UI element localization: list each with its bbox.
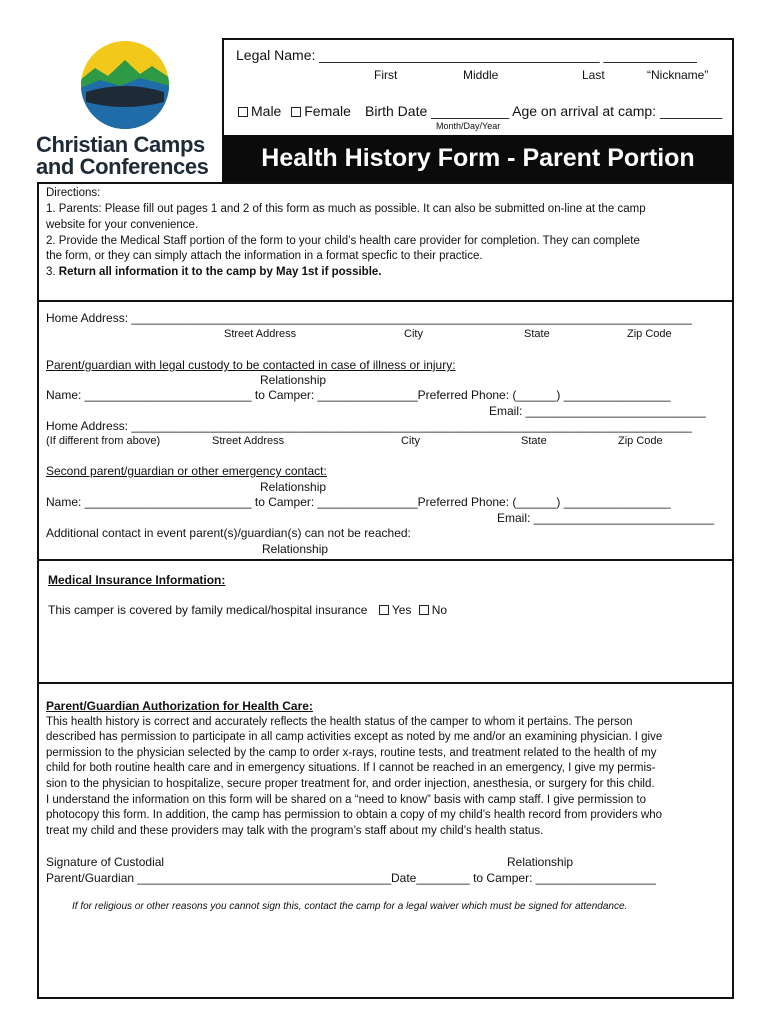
directions-line-1: 1. Parents: Please fill out pages 1 and 2 of this form as much as possible. It can also be submitted on-line at the camp [46,203,646,215]
nickname-label: “Nickname” [647,68,709,82]
zip-label-2: Zip Code [618,435,663,447]
insurance-heading: Medical Insurance Information: [48,573,226,587]
directions-heading-text: Directions [46,187,98,199]
authorization-line: described has permission to participate in all camp activities except as noted by me and/or an examining physician. I give [46,731,663,743]
relationship-label-1: Relationship [260,373,327,387]
if-different-label: (If different from above) [46,435,161,447]
signature-relationship-label: Relationship [507,855,574,869]
brand-name-line2: and Conferences [36,154,209,179]
directions-line-3: 2. Provide the Medical Staff portion of the form to your child’s health care provider for completion. They can complete [46,235,640,247]
last-label: Last [582,68,605,82]
male-label: Male [251,103,282,119]
authorization-line: photocopy this form. In addition, the camp has permission to obtain a copy of my child’s health record from providers who [46,809,662,821]
camp-logo-icon [80,40,170,130]
authorization-line: sion to the physician to hospitalize, secure proper treatment for, and order injection, anesthesia, or surgery for this child. [46,778,655,790]
male-checkbox[interactable] [238,107,248,117]
second-email-field[interactable]: Email: ___________________________ [497,511,714,525]
insurance-yes-checkbox[interactable] [379,605,389,615]
insurance-question [48,603,447,618]
authorization-line: treat my child and these providers may talk with the program’s staff about my child’s health status. [46,825,544,837]
insurance-covered-label: This camper is covered by family medical/hospital insurance [48,603,368,617]
insurance-no-label: No [431,603,448,617]
home-address-field-2[interactable]: Home Address: ____________________________________________________________________________________ [46,419,692,433]
guardian-heading: Parent/guardian with legal custody to be contacted in case of illness or injury: [46,358,456,372]
state-label: State [524,328,550,340]
directions-line-5 [46,265,726,281]
guardian-name-field[interactable]: Name: _________________________ to Camper: _______________Preferred Phone: (______) ________________ [46,388,671,402]
insurance-yes-label: Yes [391,603,412,617]
second-name-field[interactable]: Name: _________________________ to Camper: _______________Preferred Phone: (______) ________________ [46,495,671,509]
relationship-label-3: Relationship [262,542,329,556]
relationship-label-2: Relationship [260,480,327,494]
city-label-2: City [401,435,420,447]
authorization-line: permission to the physician selected by the camp to order x-rays, routine tests, and treatment related to the health of my [46,747,657,759]
signature-label: Signature of Custodial [46,855,165,869]
authorization-line: I understand the information on this form will be shared on a “need to know” basis with camp staff. I give permission to [46,794,647,806]
female-label: Female [304,103,351,119]
authorization-heading: Parent/Guardian Authorization for Health Care: [46,699,313,713]
street-label: Street Address [224,328,297,340]
state-label-2: State [521,435,547,447]
date-format-label: Month/Day/Year [436,121,501,131]
second-contact-heading: Second parent/guardian or other emergency contact: [46,464,327,478]
directions-line-4: the form, or they can simply attach the information in a format specfic to their practice. [46,250,483,262]
street-label-2: Street Address [212,435,285,447]
home-address-field[interactable]: Home Address: ____________________________________________________________________________________ [46,311,692,325]
additional-contact-label: Additional contact in event parent(s)/guardian(s) can not be reached: [46,526,411,540]
birth-date-age-field[interactable]: Birth Date __________ Age on arrival at camp: ________ [365,103,723,119]
legal-name-field[interactable]: Legal Name: ____________________________________ ____________ [236,47,697,63]
female-checkbox[interactable] [291,107,301,117]
directions-line-5-bold: Return all information it to the camp by May 1st if possible. [58,266,382,278]
guardian-email-field[interactable]: Email: ___________________________ [489,404,706,418]
directions-line-5-prefix: 3. [46,266,59,278]
gender-options [238,103,351,120]
directions-line-2: website for your convenience. [46,219,199,231]
insurance-no-checkbox[interactable] [419,605,429,615]
page-title: Health History Form - Parent Portion [222,135,734,182]
authorization-line: child for both routine health care and in emergency situations. If I cannot be reached in an emergency, I give my permis- [46,762,656,774]
waiver-note: If for religious or other reasons you cannot sign this, contact the camp for a legal waiver which must be signed for attendance. [72,901,628,912]
directions-heading [46,186,726,202]
first-label: First [374,68,398,82]
zip-label: Zip Code [627,328,672,340]
brand-name-line1: Christian Camps [36,132,205,157]
middle-label: Middle [463,68,499,82]
city-label: City [404,328,423,340]
directions-heading-colon: : [97,187,101,199]
authorization-line: This health history is correct and accurately reflects the health status of the camper to whom it pertains. The person [46,716,633,728]
signature-field[interactable]: Parent/Guardian ______________________________________Date________ to Camper: __________________ [46,871,656,885]
